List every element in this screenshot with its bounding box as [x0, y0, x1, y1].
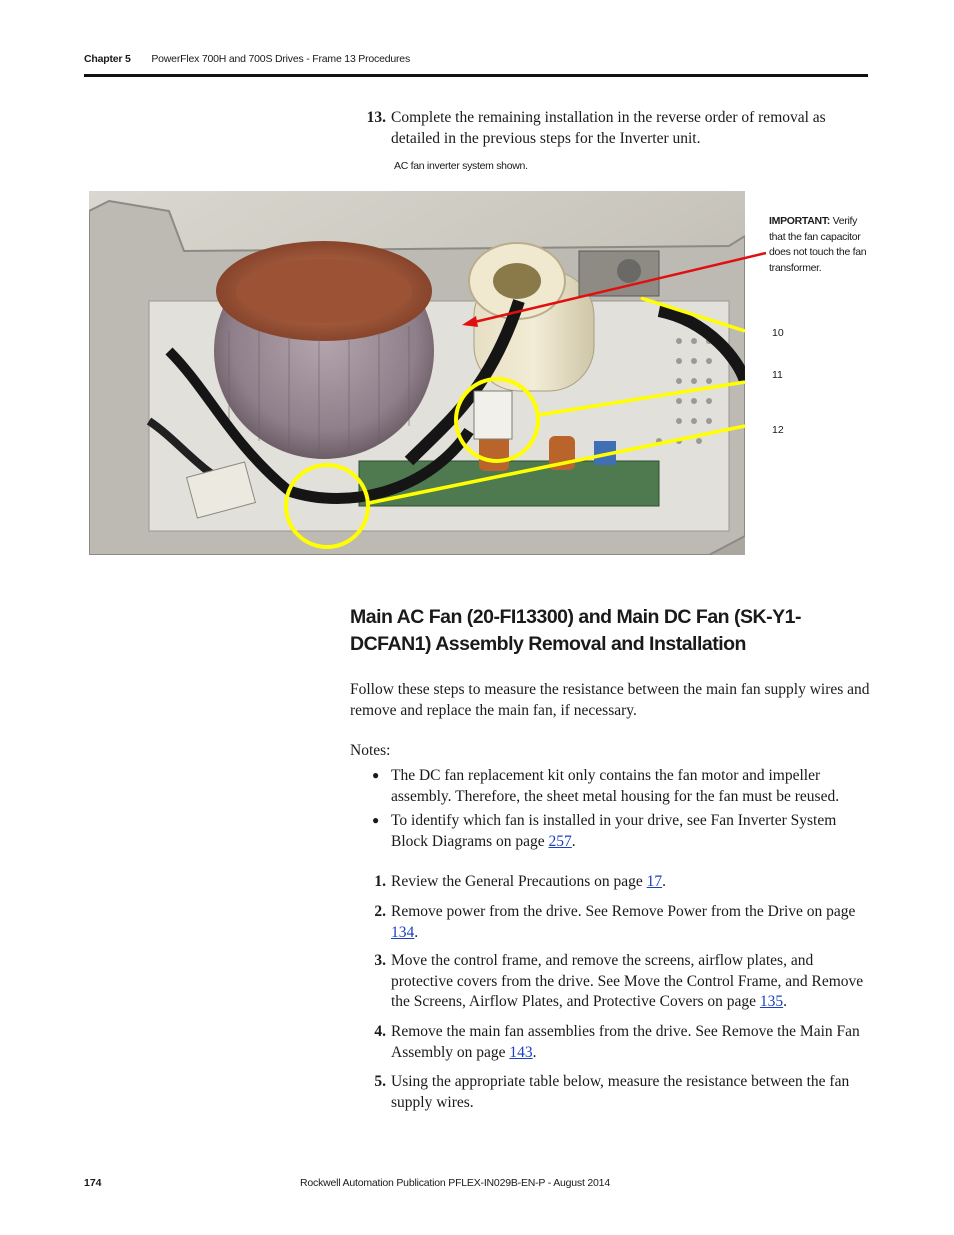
callout-10: 10	[772, 327, 784, 339]
leader-12	[369, 426, 745, 503]
header-title: PowerFlex 700H and 700S Drives - Frame 13 Procedures	[151, 53, 410, 65]
bullet-icon: ●	[372, 768, 380, 782]
arrow-head	[462, 316, 478, 327]
step-text-end: .	[783, 993, 788, 1010]
step-text: Remove the main fan assemblies from the drive. See Remove the Main Fan Assembly on page	[391, 1023, 860, 1061]
figure-caption: AC fan inverter system shown.	[394, 160, 528, 172]
step-text-wrap	[391, 951, 868, 1013]
step-1	[350, 872, 868, 893]
step-text-wrap	[391, 902, 868, 943]
step-text-end: .	[414, 923, 419, 941]
notes-label: Notes:	[350, 742, 391, 759]
note-text: To identify which fan is installed in your drive, see Fan Inverter System Block Diagrams on page	[391, 812, 837, 850]
note-text-wrap	[391, 811, 868, 852]
step-2	[350, 902, 868, 943]
step-text: Complete the remaining installation in the reverse order of removal as detailed in the previous steps for the Inverter unit.	[391, 109, 826, 147]
step-number: 5.	[374, 1073, 386, 1090]
bullet-icon: ●	[372, 813, 380, 827]
step-text-wrap	[391, 1022, 868, 1063]
page-link[interactable]: 135	[759, 993, 784, 1010]
page-link[interactable]: 134	[391, 923, 415, 941]
note-item	[372, 811, 868, 852]
page-link[interactable]: 17	[646, 873, 663, 890]
step-text: Review the General Precautions on page	[391, 873, 647, 890]
publication-info: Rockwell Automation Publication PFLEX-IN029B-EN-P - August 2014	[300, 1177, 610, 1189]
step-number: 13.	[366, 109, 386, 126]
note-text-end: .	[571, 832, 576, 850]
step-5	[350, 1072, 868, 1113]
step-text-end: .	[662, 873, 667, 890]
important-label: IMPORTANT:	[769, 215, 830, 227]
important-arrow	[466, 253, 766, 324]
important-note	[769, 214, 869, 276]
note-text: The DC fan replacement kit only contains the fan motor and impeller assembly. Therefore, the sheet metal housing for the fan must be reused.	[391, 767, 840, 805]
step-text-wrap	[391, 872, 868, 893]
leader-10	[641, 298, 745, 331]
step-text: Remove power from the drive. See Remove Power from the Drive on page	[391, 903, 856, 920]
chapter-label: Chapter 5	[84, 53, 131, 65]
callout-12: 12	[772, 424, 784, 436]
important-text: Verify that the fan capacitor does not touch the fan transformer.	[769, 215, 867, 274]
intro-paragraph: Follow these steps to measure the resistance between the main fan supply wires and remove and replace the main fan, if necessary.	[350, 681, 870, 719]
step-number: 3.	[374, 952, 386, 969]
step-number: 4.	[374, 1023, 386, 1040]
step-4	[350, 1022, 868, 1063]
page-link[interactable]: 143	[509, 1043, 533, 1061]
step-text: Move the control frame, and remove the screens, airflow plates, and protective covers from the drive. See Move the Control Frame, and Remove the Screens, Airflow Plates, and Protective Covers on page	[391, 952, 864, 1010]
step-number: 1.	[374, 873, 386, 890]
step-text: Using the appropriate table below, measure the resistance between the fan supply wires.	[391, 1073, 850, 1111]
leader-11	[538, 382, 745, 415]
page-number: 174	[84, 1177, 102, 1189]
page-link[interactable]: 257	[548, 832, 572, 850]
section-heading: Main AC Fan (20-FI13300) and Main DC Fan (SK-Y1-DCFAN1) Assembly Removal and Installation	[350, 606, 801, 655]
callout-11: 11	[772, 369, 783, 381]
step-3	[350, 951, 868, 1013]
note-item	[372, 766, 868, 807]
step-number: 2.	[374, 903, 386, 920]
step-text-end: .	[532, 1043, 537, 1061]
